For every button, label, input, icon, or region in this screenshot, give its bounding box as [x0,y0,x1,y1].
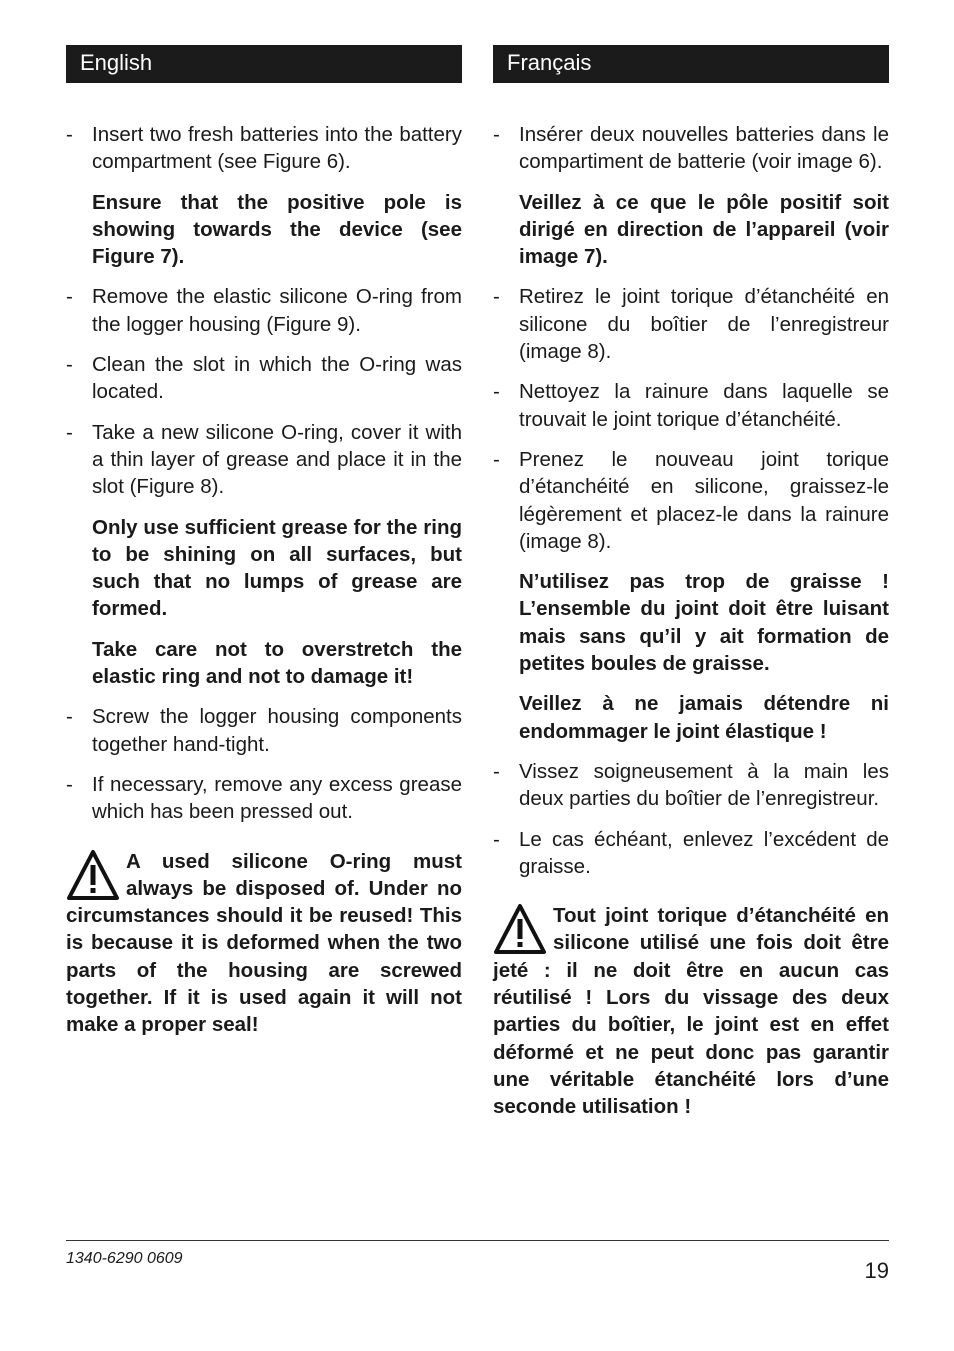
list-dash: - [66,420,73,444]
footer-divider [66,1240,889,1241]
bold-note: N’utilisez pas trop de graisse ! L’ensemble du joint doit être luisant mais sans qu’il y ait formation de petites boules de graisse. [519,570,889,676]
list-item: - Take a new silicone O-ring, cover it with a thin layer of grease and place it in the slot (Figure 8). [66,420,462,499]
list-dash: - [493,380,500,404]
list-dash: - [66,123,73,146]
list-dash: - [493,285,500,309]
list-item: - Screw the logger housing components together hand-tight. [66,705,462,756]
list-dash: - [66,772,73,796]
list-item: - Remove the elastic silicone O-ring from the logger housing (Figure 9). [66,285,462,336]
bold-note: Veillez à ne jamais détendre ni endommager le joint élastique ! [519,692,889,743]
list-item: - Le cas échéant, enlevez l’excédent de graisse. [493,827,889,878]
english-content [66,121,462,1039]
list-dash: - [66,285,73,309]
list-item: - Insert two fresh batteries into the battery compartment (see Figure 6). [66,123,462,174]
french-header: Français [493,45,889,83]
english-column [66,45,462,1039]
warning-block [493,902,889,1120]
list-item: - Vissez soigneusement à la main les deux parties du boîtier de l’enregistreur. [493,759,889,811]
list-item: - Nettoyez la rainure dans laquelle se trouvait le joint torique d’étanchéité. [493,380,889,431]
list-dash: - [493,827,500,851]
french-content [493,121,889,1121]
page-number: 19 [864,1258,889,1283]
bold-note: Take care not to overstretch the elastic ring and not to damage it! [92,637,462,689]
english-header: English [66,45,462,83]
document-code: 1340-6290 0609 [66,1250,183,1267]
list-item: - If necessary, remove any excess grease which has been pressed out. [66,772,462,824]
bold-note: Only use sufficient grease for the ring to be shining on all surfaces, but such that no lumps of grease are formed. [92,515,462,621]
list-item: - Retirez le joint torique d’étanchéité en silicone du boîtier de l’enregistreur (image 8). [493,285,889,364]
warning-triangle-icon [493,902,547,956]
list-dash: - [66,705,73,729]
list-item: - Clean the slot in which the O-ring was located. [66,353,462,404]
warning-text: A used silicone O-ring must always be disposed of. Under no circumstances should it be reused! This is because it is deformed when the two parts of the housing are screwed together. If it is used again it will not make a proper seal! [66,849,462,1037]
list-item: - Insérer deux nouvelles batteries dans le compartiment de batterie (voir image 6). [493,123,889,174]
list-item: - Prenez le nouveau joint torique d’étanchéité en silicone, graissez-le légèrement et placez-le dans la rainure (image 8). [493,447,889,553]
warning-block [66,848,462,1039]
warning-triangle-icon [66,848,120,902]
list-dash: - [493,447,500,471]
list-dash: - [493,759,500,783]
bold-note: Veillez à ce que le pôle positif soit dirigé en direction de l’appareil (voir image 7). [519,190,889,269]
bold-note: Ensure that the positive pole is showing towards the device (see Figure 7). [92,190,462,269]
list-dash: - [493,123,500,146]
warning-text: Tout joint torique d’étanchéité en silicone utilisé une fois doit être jeté : il ne doit être en aucun cas réutilisé ! Lors du vissage des deux parties du boîtier, le joint est en effet déformé et ne peut donc pas garantir une véritable étanchéité lors d’une seconde utilisation ! [493,904,889,1119]
french-column [493,45,889,1121]
list-dash: - [66,353,73,377]
